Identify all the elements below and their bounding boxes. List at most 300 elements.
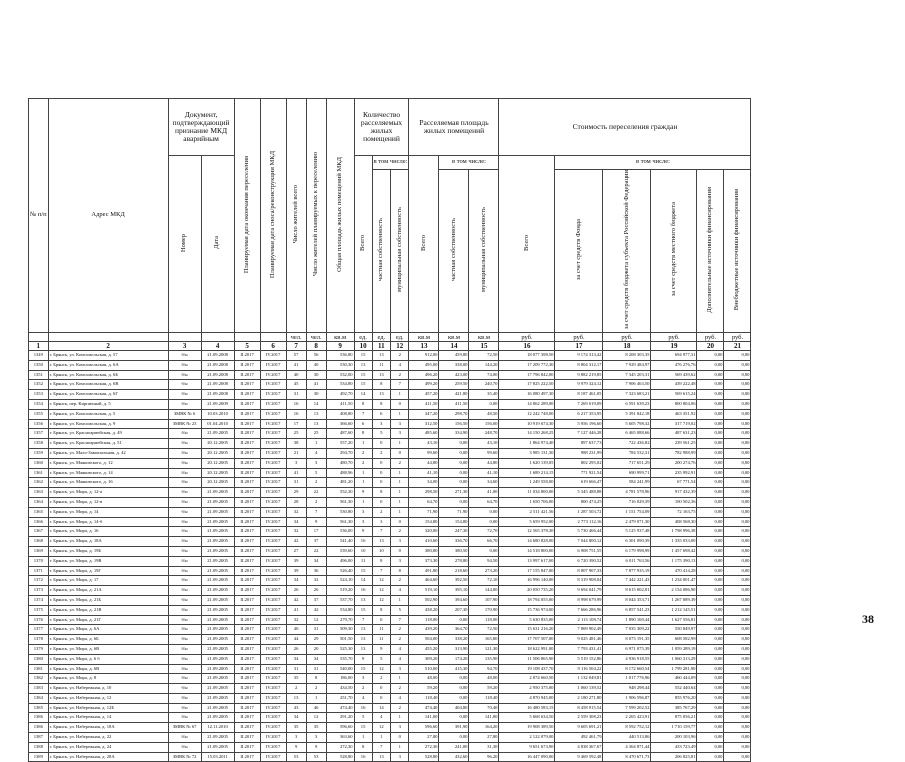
header-additional-text: Дополнительные источники финансирования bbox=[706, 186, 714, 313]
cell-col-12: 0 bbox=[391, 517, 409, 527]
table-row bbox=[29, 595, 751, 605]
cell-col-14: 298,70 bbox=[439, 409, 469, 419]
cell-col-3: б/н bbox=[168, 439, 201, 449]
cell-col-15: 72,10 bbox=[469, 576, 499, 586]
cell-col-16: 18 077 398,50 bbox=[499, 351, 555, 361]
cell-col-10: 13 bbox=[354, 360, 372, 370]
cell-col-5: II.2017 bbox=[234, 733, 260, 743]
cell-col-12: 4 bbox=[391, 644, 409, 654]
cell-col-18: 8 044 353,71 bbox=[603, 595, 651, 605]
cell-col-5: II.2017 bbox=[234, 370, 260, 380]
table-row bbox=[29, 517, 751, 527]
relocation-table bbox=[28, 98, 751, 762]
cell-col-4: 01.04.2010 bbox=[201, 419, 234, 429]
cell-col-19: 235 992,91 bbox=[651, 468, 697, 478]
unit-cell-3 bbox=[168, 333, 201, 342]
cell-col-17: 7 666 286,96 bbox=[555, 605, 603, 615]
cell-col-19: 800 804,06 bbox=[651, 399, 697, 409]
cell-col-11: 0 bbox=[372, 439, 390, 449]
header-planned-demolition-text: Планируемая дата сноса/реконструкции МКД bbox=[268, 150, 276, 278]
cell-col-9: 501,50 bbox=[326, 635, 354, 645]
cell-col-17: 619 666,47 bbox=[555, 478, 603, 488]
cell-col-14: 0,00 bbox=[439, 468, 469, 478]
cell-col-10: 8 bbox=[354, 399, 372, 409]
table-row bbox=[29, 419, 751, 429]
cell-col-13: 71,90 bbox=[409, 507, 439, 517]
cell-col-4: 21.09.2008 bbox=[201, 390, 234, 400]
cell-col-2: г. Брянск, ул. Мира, д. 21В bbox=[48, 605, 168, 615]
cell-col-18: 6 301 090,39 bbox=[603, 537, 651, 547]
cell-col-9: 487,60 bbox=[326, 429, 354, 439]
cell-col-15: 44,80 bbox=[469, 458, 499, 468]
cell-col-1: 1365 bbox=[29, 507, 49, 517]
cell-col-3: б/н bbox=[168, 448, 201, 458]
table-row bbox=[29, 390, 751, 400]
column-number-19: 19 bbox=[651, 342, 697, 351]
cell-col-10: 1 bbox=[354, 478, 372, 488]
table-row bbox=[29, 752, 751, 762]
cell-col-5: II.2017 bbox=[234, 399, 260, 409]
cell-col-17: 8 807 907,33 bbox=[555, 566, 603, 576]
cell-col-16: 1 864 974,40 bbox=[499, 439, 555, 449]
cell-col-9: 539,60 bbox=[326, 546, 354, 556]
cell-col-2: г. Брянск, ул. Мало-Завокзальная, д. 42 bbox=[48, 448, 168, 458]
cell-col-10: 16 bbox=[354, 586, 372, 596]
cell-col-10: 7 bbox=[354, 615, 372, 625]
table-row bbox=[29, 664, 751, 674]
table-row bbox=[29, 576, 751, 586]
cell-col-4: 20.12.2005 bbox=[201, 458, 234, 468]
cell-col-3: б/н bbox=[168, 527, 201, 537]
header-doc-date-text: Дата bbox=[213, 236, 221, 250]
cell-col-1: 1358 bbox=[29, 439, 49, 449]
table-row bbox=[29, 733, 751, 743]
cell-col-15: 118,40 bbox=[469, 693, 499, 703]
cell-col-9: 540,00 bbox=[326, 664, 354, 674]
cell-col-12: 0 bbox=[391, 399, 409, 409]
cell-col-21: 0,00 bbox=[724, 527, 751, 537]
cell-col-4: 21.09.2005 bbox=[201, 635, 234, 645]
table-row bbox=[29, 380, 751, 390]
cell-col-14: 415,30 bbox=[439, 664, 469, 674]
cell-col-1: 1385 bbox=[29, 703, 49, 713]
cell-col-18: 4 364 871,44 bbox=[603, 742, 651, 752]
cell-col-21: 0,00 bbox=[724, 644, 751, 654]
cell-col-5: II.2017 bbox=[234, 458, 260, 468]
cell-col-16: 16 080 497,30 bbox=[499, 390, 555, 400]
cell-col-12: 3 bbox=[391, 429, 409, 439]
cell-col-10: 5 bbox=[354, 713, 372, 723]
cell-col-11: 4 bbox=[372, 713, 390, 723]
cell-col-10: 15 bbox=[354, 351, 372, 361]
cell-col-1: 1384 bbox=[29, 693, 49, 703]
table-row bbox=[29, 625, 751, 635]
table-row bbox=[29, 478, 751, 488]
cell-col-15: 118,00 bbox=[469, 615, 499, 625]
cell-col-13: 27,80 bbox=[409, 733, 439, 743]
cell-col-19: 1 627 556,81 bbox=[651, 615, 697, 625]
cell-col-19: 608 582,99 bbox=[651, 635, 697, 645]
cell-col-21: 0,00 bbox=[724, 625, 751, 635]
cell-col-11: 12 bbox=[372, 723, 390, 733]
cell-col-6: IV.2017 bbox=[260, 566, 286, 576]
cell-col-10: 8 bbox=[354, 742, 372, 752]
cell-col-18: 440 513,86 bbox=[603, 733, 651, 743]
cell-col-11: 12 bbox=[372, 576, 390, 586]
cell-col-16: 2 511 421,56 bbox=[499, 507, 555, 517]
cell-col-2: г. Брянск, ул. Мира, д. 6А bbox=[48, 625, 168, 635]
cell-col-6: IV.2017 bbox=[260, 478, 286, 488]
cell-col-9: 561,30 bbox=[326, 517, 354, 527]
cell-col-12: 2 bbox=[391, 625, 409, 635]
cell-col-19: 1 212 145,51 bbox=[651, 605, 697, 615]
cell-col-20: 0,00 bbox=[697, 419, 724, 429]
cell-col-4: 20.12.2005 bbox=[201, 448, 234, 458]
cell-col-6: IV.2017 bbox=[260, 439, 286, 449]
cell-col-9: 488,96 bbox=[326, 468, 354, 478]
cell-col-3: б/н bbox=[168, 693, 201, 703]
cell-col-6: IV.2017 bbox=[260, 360, 286, 370]
cell-col-12: 7 bbox=[391, 615, 409, 625]
cell-col-20: 0,00 bbox=[697, 693, 724, 703]
cell-col-12: 7 bbox=[391, 380, 409, 390]
cell-col-10: 9 bbox=[354, 527, 372, 537]
housing-table-sheet bbox=[28, 98, 751, 762]
cell-col-13: 373,30 bbox=[409, 556, 439, 566]
cell-col-13: 64,70 bbox=[409, 497, 439, 507]
cell-col-8: 41 bbox=[306, 380, 326, 390]
cell-col-7: 43 bbox=[286, 703, 306, 713]
cell-col-14: 0,00 bbox=[439, 458, 469, 468]
cell-col-2: г. Брянск, ул. Мира, д. 12-а bbox=[48, 488, 168, 498]
cell-col-5: II.2017 bbox=[234, 527, 260, 537]
cell-col-17: 9 174 313,42 bbox=[555, 351, 603, 361]
cell-col-3: б/н bbox=[168, 586, 201, 596]
cell-col-14: 432,60 bbox=[439, 752, 469, 762]
cell-col-16: 12 242 748,00 bbox=[499, 409, 555, 419]
cell-col-18: 8 615 002,81 bbox=[603, 586, 651, 596]
cell-col-6: IV.2017 bbox=[260, 713, 286, 723]
cell-col-19: 552 440,64 bbox=[651, 684, 697, 694]
cell-col-16: 1 689 214,15 bbox=[499, 468, 555, 478]
cell-col-7: 16 bbox=[286, 409, 306, 419]
cell-col-16: 9 651 673,90 bbox=[499, 742, 555, 752]
cell-col-4: 20.12.2005 bbox=[201, 478, 234, 488]
cell-col-1: 1359 bbox=[29, 448, 49, 458]
cell-col-13: 59,20 bbox=[409, 684, 439, 694]
cell-col-7: 45 bbox=[286, 380, 306, 390]
header-area-total-text: Всего bbox=[419, 234, 427, 251]
cell-col-5: II.2017 bbox=[234, 654, 260, 664]
cell-col-2: г. Брянск, ул. Набережная, д. 22 bbox=[48, 733, 168, 743]
cell-col-14: 380,50 bbox=[439, 546, 469, 556]
cell-col-19: 67 771,54 bbox=[651, 478, 697, 488]
cell-col-6: IV.2017 bbox=[260, 556, 286, 566]
cell-col-16: 11 506 865,90 bbox=[499, 654, 555, 664]
cell-col-6: IV.2017 bbox=[260, 586, 286, 596]
cell-col-13: 495,00 bbox=[409, 360, 439, 370]
cell-col-17: 6 217 353,95 bbox=[555, 409, 603, 419]
cell-col-5: II.2017 bbox=[234, 537, 260, 547]
cell-col-20: 0,00 bbox=[697, 360, 724, 370]
cell-col-20: 0,00 bbox=[697, 458, 724, 468]
cell-col-9: 534,80 bbox=[326, 605, 354, 615]
cell-col-14: 207,30 bbox=[439, 605, 469, 615]
cell-col-14: 392,50 bbox=[439, 576, 469, 586]
cell-col-13: 596,60 bbox=[409, 723, 439, 733]
cell-col-5: II.2017 bbox=[234, 713, 260, 723]
cell-col-19: 487 631,23 bbox=[651, 429, 697, 439]
unit-cell-16: руб. bbox=[499, 333, 555, 342]
cell-col-15: 170,90 bbox=[469, 605, 499, 615]
cell-col-17: 9 025 481,46 bbox=[555, 635, 603, 645]
cell-col-19: 1 267 089,39 bbox=[651, 595, 697, 605]
cell-col-5: II.2017 bbox=[234, 703, 260, 713]
cell-col-15: 31,30 bbox=[469, 742, 499, 752]
cell-col-21: 0,00 bbox=[724, 742, 751, 752]
column-number-20: 20 bbox=[697, 342, 724, 351]
cell-col-13: 528,80 bbox=[409, 752, 439, 762]
cell-col-14: 313,90 bbox=[439, 644, 469, 654]
cell-col-3: б/н bbox=[168, 429, 201, 439]
cell-col-21: 0,00 bbox=[724, 468, 751, 478]
cell-col-20: 0,00 bbox=[697, 576, 724, 586]
cell-col-18: 722 436,82 bbox=[603, 439, 651, 449]
cell-col-1: 1376 bbox=[29, 615, 49, 625]
cell-col-13: 118,40 bbox=[409, 693, 439, 703]
table-row bbox=[29, 399, 751, 409]
cell-col-7: 2 bbox=[286, 684, 306, 694]
cell-col-11: 2 bbox=[372, 448, 390, 458]
header-area-municipal-text: муниципальная собственность bbox=[479, 207, 487, 293]
cell-col-2: г. Брянск, ул. Мира, д. 14-б bbox=[48, 517, 168, 527]
unit-cell-18: руб. bbox=[603, 333, 651, 342]
cell-col-17: 9 694 041,79 bbox=[555, 586, 603, 596]
header-doc-number bbox=[168, 156, 201, 333]
cell-col-10: 15 bbox=[354, 380, 372, 390]
cell-col-3: б/н bbox=[168, 390, 201, 400]
unit-cell-1 bbox=[29, 333, 49, 342]
cell-col-2: г. Брянск, ул. Набережная, д. 28А bbox=[48, 752, 168, 762]
cell-col-3: б/н bbox=[168, 576, 201, 586]
cell-col-5: II.2017 bbox=[234, 497, 260, 507]
cell-col-4: 20.12.2005 bbox=[201, 439, 234, 449]
cell-col-20: 0,00 bbox=[697, 723, 724, 733]
cell-col-14: 421,80 bbox=[439, 390, 469, 400]
cell-col-20: 0,00 bbox=[697, 742, 724, 752]
table-row bbox=[29, 458, 751, 468]
table-row bbox=[29, 684, 751, 694]
cell-col-20: 0,00 bbox=[697, 752, 724, 762]
cell-col-1: 1361 bbox=[29, 468, 49, 478]
cell-col-11: 2 bbox=[372, 674, 390, 684]
cell-col-17: 988 231,99 bbox=[555, 448, 603, 458]
header-count-total-text: Всего bbox=[358, 234, 366, 251]
cell-col-15: 273,20 bbox=[469, 566, 499, 576]
cell-col-21: 0,00 bbox=[724, 664, 751, 674]
cell-col-16: 1 249 558,00 bbox=[499, 478, 555, 488]
cell-col-6: IV.2017 bbox=[260, 644, 286, 654]
cell-col-10: 13 bbox=[354, 635, 372, 645]
cell-col-18: 6 591 639,23 bbox=[603, 399, 651, 409]
cell-col-18: 6 465 088,66 bbox=[603, 429, 651, 439]
cell-col-13: 504,00 bbox=[409, 635, 439, 645]
cell-col-18: 1 890 169,44 bbox=[603, 615, 651, 625]
cell-col-8: 42 bbox=[306, 605, 326, 615]
cell-col-12: 1 bbox=[391, 488, 409, 498]
cell-col-4: 21.09.2005 bbox=[201, 556, 234, 566]
cell-col-13: 99,60 bbox=[409, 448, 439, 458]
cell-col-9: 541,40 bbox=[326, 537, 354, 547]
cell-col-14: 259,50 bbox=[439, 380, 469, 390]
cell-col-6: IV.2017 bbox=[260, 409, 286, 419]
cell-col-8: 1 bbox=[306, 693, 326, 703]
cell-col-4: 21.09.2005 bbox=[201, 527, 234, 537]
cell-col-13: 380,80 bbox=[409, 546, 439, 556]
cell-col-12: 0 bbox=[391, 448, 409, 458]
cell-col-14: 334,90 bbox=[439, 429, 469, 439]
cell-col-5: II.2017 bbox=[234, 605, 260, 615]
column-number-1: 1 bbox=[29, 342, 49, 351]
cell-col-9: 434,50 bbox=[326, 684, 354, 694]
cell-col-3: б/н bbox=[168, 370, 201, 380]
cell-col-2: г. Брянск, ул. Комсомольская, д. 9 bbox=[48, 419, 168, 429]
cell-col-6: IV.2017 bbox=[260, 693, 286, 703]
cell-col-13: 312,50 bbox=[409, 419, 439, 429]
cell-col-16: 18 794 055,00 bbox=[499, 595, 555, 605]
header-residents-planned-text: Число жителей планируемых к переселению bbox=[311, 152, 319, 277]
cell-col-11: 9 bbox=[372, 644, 390, 654]
cell-col-7: 13 bbox=[286, 693, 306, 703]
cell-col-8: 2 bbox=[306, 497, 326, 507]
cell-col-8: 29 bbox=[306, 635, 326, 645]
cell-col-20: 0,00 bbox=[697, 644, 724, 654]
cell-col-7: 3 bbox=[286, 733, 306, 743]
cell-col-10: 15 bbox=[354, 723, 372, 733]
table-row bbox=[29, 546, 751, 556]
cell-col-7: 32 bbox=[286, 527, 306, 537]
cell-col-20: 0,00 bbox=[697, 566, 724, 576]
cell-col-14: 278,80 bbox=[439, 556, 469, 566]
cell-col-1: 1354 bbox=[29, 399, 49, 409]
cell-col-6: IV.2017 bbox=[260, 595, 286, 605]
cell-col-19: 1 710 159,77 bbox=[651, 723, 697, 733]
cell-col-21: 0,00 bbox=[724, 380, 751, 390]
cell-col-19: 1 234 001,47 bbox=[651, 576, 697, 586]
cell-col-2: г. Брянск, ул. Мира, д. 19Б bbox=[48, 546, 168, 556]
cell-col-11: 11 bbox=[372, 360, 390, 370]
header-area-total bbox=[409, 156, 439, 333]
cell-col-20: 0,00 bbox=[697, 713, 724, 723]
cell-col-14: 364,70 bbox=[439, 625, 469, 635]
cell-col-7: 57 bbox=[286, 351, 306, 361]
cell-col-13: 519,10 bbox=[409, 586, 439, 596]
header-additional bbox=[697, 170, 724, 333]
cell-col-17: 2 113 108,74 bbox=[555, 615, 603, 625]
cell-col-15: 72,70 bbox=[469, 527, 499, 537]
cell-col-16: 2 874 660,50 bbox=[499, 674, 555, 684]
header-planned-demolition bbox=[260, 99, 286, 333]
cell-col-1: 1388 bbox=[29, 742, 49, 752]
cell-col-7: 34 bbox=[286, 654, 306, 664]
header-area-incl: в том числе: bbox=[439, 156, 499, 170]
table-row bbox=[29, 429, 751, 439]
cell-col-8: 17 bbox=[306, 527, 326, 537]
header-local-budget-text: за счет средств местного бюджета bbox=[669, 202, 677, 297]
cell-col-13: 272,30 bbox=[409, 742, 439, 752]
cell-col-2: г. Брянск, ул. Комсомольская, д. 6В bbox=[48, 380, 168, 390]
cell-col-4: 21.09.2005 bbox=[201, 546, 234, 556]
cell-col-11: 7 bbox=[372, 742, 390, 752]
cell-col-14: 0,00 bbox=[439, 674, 469, 684]
cell-col-18: 7 035 309,22 bbox=[603, 625, 651, 635]
cell-col-3: б/н bbox=[168, 703, 201, 713]
cell-col-8: 34 bbox=[306, 654, 326, 664]
cell-col-17: 7 127 446,28 bbox=[555, 429, 603, 439]
cell-col-12: 2 bbox=[391, 370, 409, 380]
cell-col-18: 6 971 075,39 bbox=[603, 644, 651, 654]
cell-col-13: 496,20 bbox=[409, 370, 439, 380]
cell-col-7: 21 bbox=[286, 448, 306, 458]
cell-col-18: 6 857 541,23 bbox=[603, 605, 651, 615]
cell-col-3: б/н bbox=[168, 351, 201, 361]
header-subject-budget-text: за счет средств бюджета субъекта Российской Федерации bbox=[622, 170, 630, 330]
cell-col-20: 0,00 bbox=[697, 478, 724, 488]
cell-col-2: г. Брянск, ул. Набережная, д. 24 bbox=[48, 742, 168, 752]
cell-col-12: 3 bbox=[391, 537, 409, 547]
cell-col-17: 8 458 915,54 bbox=[555, 703, 603, 713]
cell-col-6: IV.2017 bbox=[260, 448, 286, 458]
cell-col-16: 12 565 378,30 bbox=[499, 527, 555, 537]
cell-col-16: 10 919 674,30 bbox=[499, 419, 555, 429]
cell-col-16: 11 034 800,00 bbox=[499, 488, 555, 498]
cell-col-12: 1 bbox=[391, 390, 409, 400]
cell-col-21: 0,00 bbox=[724, 703, 751, 713]
cell-col-20: 0,00 bbox=[697, 556, 724, 566]
table-row bbox=[29, 723, 751, 733]
cell-col-19: 239 561,25 bbox=[651, 439, 697, 449]
cell-col-20: 0,00 bbox=[697, 488, 724, 498]
cell-col-3: б/н bbox=[168, 468, 201, 478]
cell-col-20: 0,00 bbox=[697, 429, 724, 439]
cell-col-6: IV.2017 bbox=[260, 419, 286, 429]
cell-col-12: 1 bbox=[391, 713, 409, 723]
cell-col-2: г. Брянск, ул. Комсомольская, д. 5 bbox=[48, 409, 168, 419]
cell-col-5: II.2017 bbox=[234, 419, 260, 429]
cell-col-9: 509,30 bbox=[326, 625, 354, 635]
cell-col-17: 800 474,25 bbox=[555, 497, 603, 507]
cell-col-3: б/н bbox=[168, 546, 201, 556]
cell-col-1: 1387 bbox=[29, 733, 49, 743]
cell-col-8: 25 bbox=[306, 429, 326, 439]
cell-col-6: IV.2017 bbox=[260, 733, 286, 743]
cell-col-1: 1369 bbox=[29, 546, 49, 556]
cell-col-1: 1363 bbox=[29, 488, 49, 498]
cell-col-17: 6 720 390,52 bbox=[555, 556, 603, 566]
column-number-16: 16 bbox=[499, 342, 555, 351]
cell-col-7: 16 bbox=[286, 399, 306, 409]
table-row bbox=[29, 360, 751, 370]
cell-col-3: б/н bbox=[168, 664, 201, 674]
cell-col-9: 596,60 bbox=[326, 723, 354, 733]
page-number: 38 bbox=[862, 612, 874, 626]
cell-col-14: 0,00 bbox=[439, 497, 469, 507]
cell-col-7: 42 bbox=[286, 595, 306, 605]
cell-col-21: 0,00 bbox=[724, 507, 751, 517]
table-row bbox=[29, 537, 751, 547]
table-row bbox=[29, 556, 751, 566]
cell-col-5: II.2017 bbox=[234, 566, 260, 576]
